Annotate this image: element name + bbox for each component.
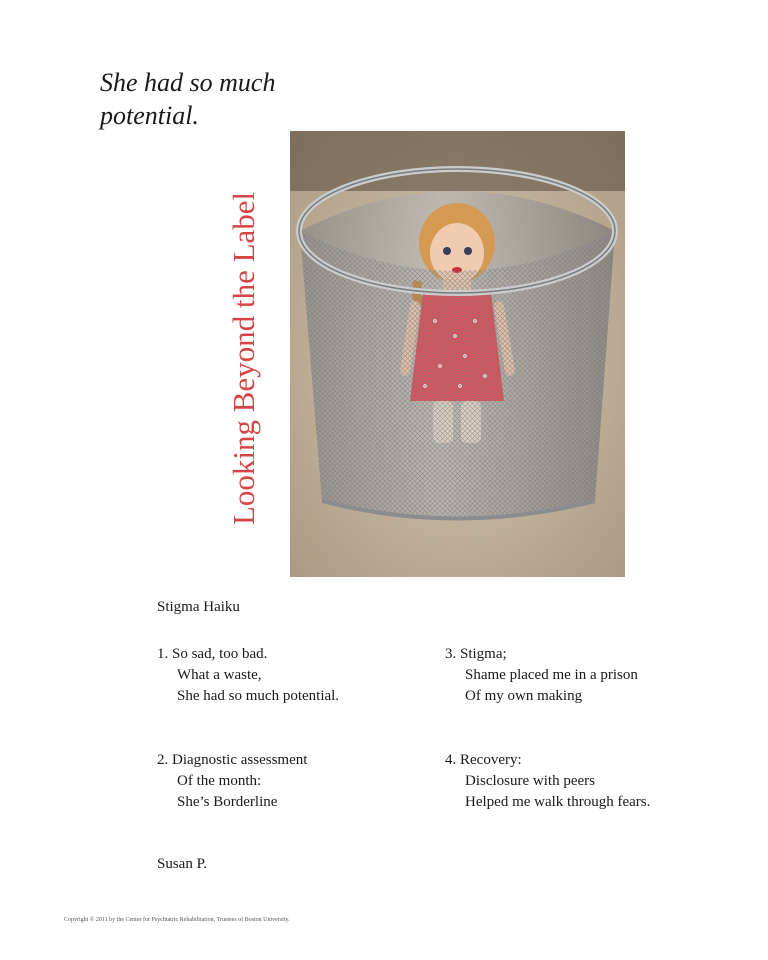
stanza-1 xyxy=(157,644,339,707)
stanza-line: 2. Diagnostic assessment xyxy=(157,752,308,768)
stanza-line: Of the month: xyxy=(177,773,262,789)
author-signature: Susan P. xyxy=(157,856,208,872)
stanza-line: What a waste, xyxy=(177,667,262,683)
stanza-line: Shame placed me in a prison xyxy=(465,667,638,683)
stanza-4 xyxy=(445,750,650,813)
stanza-line: 3. Stigma; xyxy=(445,646,507,662)
vertical-title: Looking Beyond the Label xyxy=(226,191,261,525)
stanza-line: She had so much potential. xyxy=(177,688,340,704)
page-heading: She had so much potential. xyxy=(100,68,276,130)
stanza-line: 1. So sad, too bad. xyxy=(157,646,268,662)
stanza-line: Of my own making xyxy=(465,688,583,704)
stanza-line: Disclosure with peers xyxy=(465,773,595,789)
stanza-3 xyxy=(445,644,638,707)
poem-title: Stigma Haiku xyxy=(157,599,240,615)
copyright-footer: Copyright © 2011 by the Center for Psychiatric Rehabilitation, Trustees of Boston University. xyxy=(64,917,290,923)
doll-in-wastebasket-photo xyxy=(290,131,625,577)
stanza-line: 4. Recovery: xyxy=(445,752,522,768)
stanza-line: Helped me walk through fears. xyxy=(465,794,651,810)
stanza-2 xyxy=(157,750,307,813)
stanza-line: She’s Borderline xyxy=(177,794,278,810)
